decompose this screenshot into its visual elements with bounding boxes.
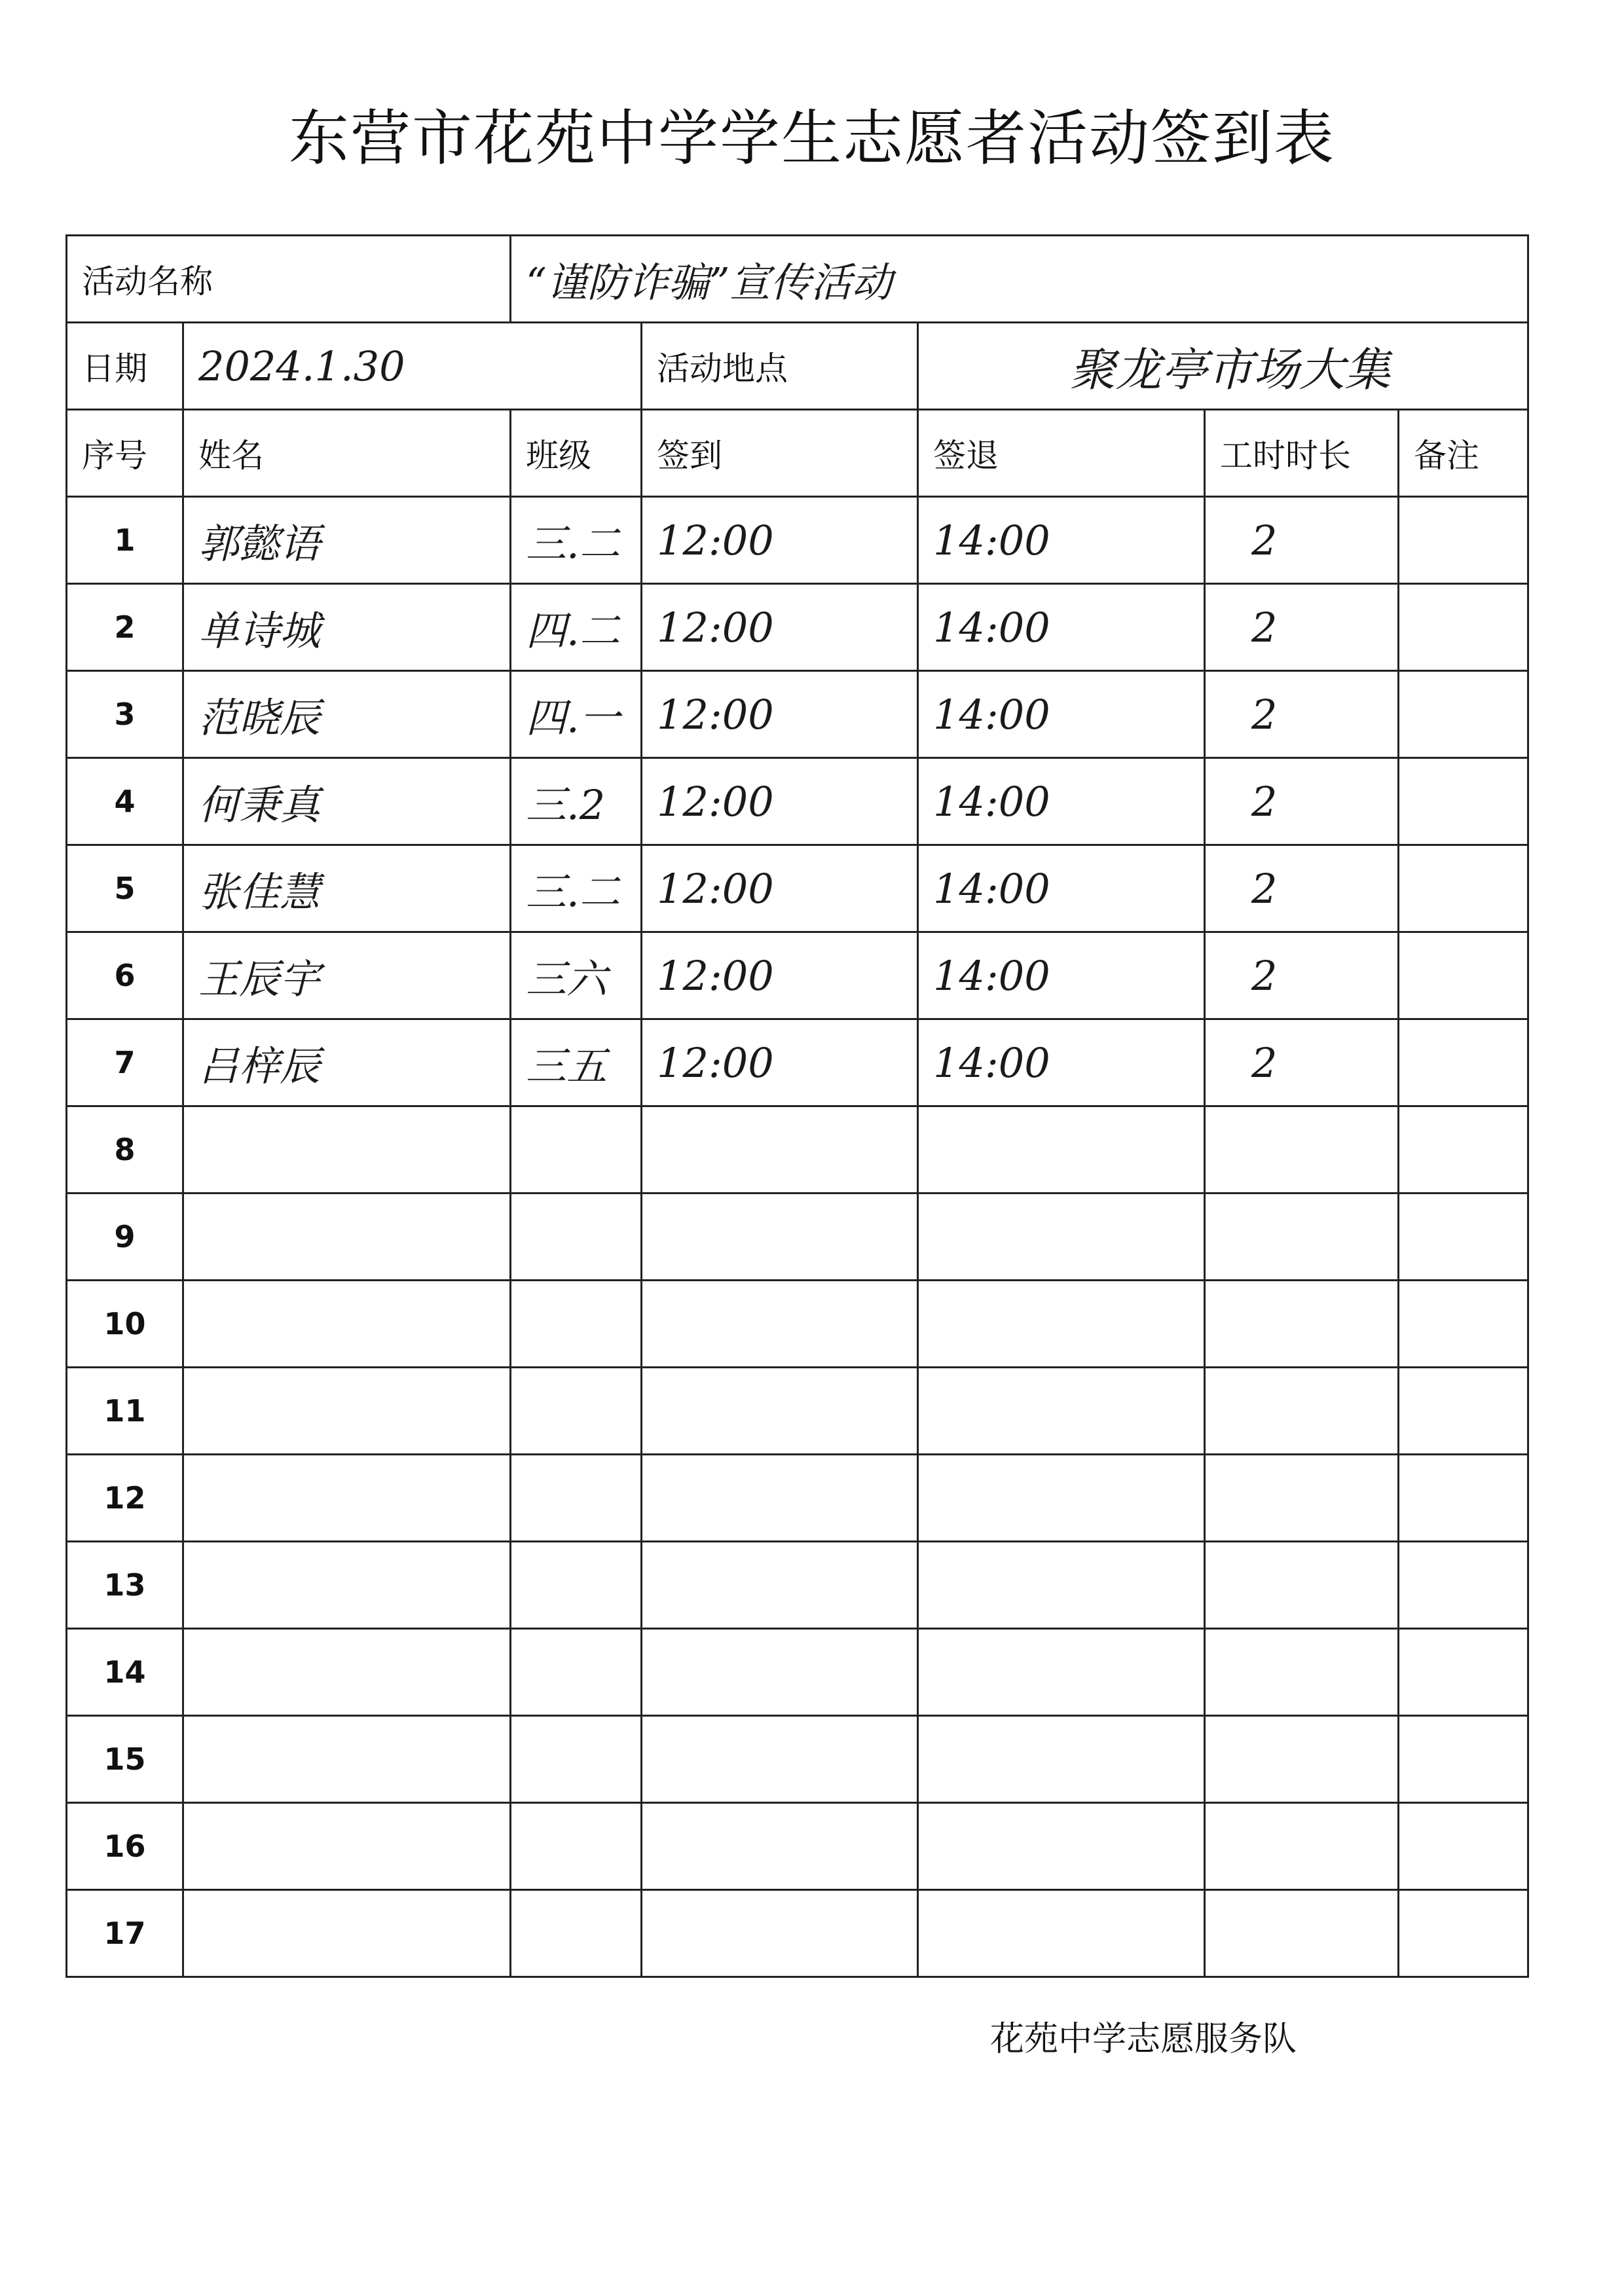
- class-cell: [511, 1629, 642, 1716]
- class-cell: [511, 1455, 642, 1542]
- note-cell: [1399, 584, 1528, 671]
- table-row: [67, 584, 1528, 671]
- row-number: 9: [67, 1194, 183, 1281]
- column-header: 备注: [1399, 410, 1528, 497]
- table-row: [67, 1716, 1528, 1803]
- student-name: [183, 1542, 511, 1629]
- hours-cell: 2: [1205, 845, 1399, 932]
- student-name: [183, 1716, 511, 1803]
- table-row: [67, 758, 1528, 845]
- column-header: 序号: [67, 410, 183, 497]
- student-name: [183, 1194, 511, 1281]
- sign-in-time: 12:00: [642, 497, 918, 584]
- activity-name-value: “谨防诈骗”宣传活动: [511, 236, 1528, 323]
- row-number: 7: [67, 1019, 183, 1106]
- location-value: 聚龙亭市场大集: [918, 323, 1528, 410]
- row-number: 2: [67, 584, 183, 671]
- column-header: 姓名: [183, 410, 511, 497]
- note-cell: [1399, 932, 1528, 1019]
- hours-cell: [1205, 1542, 1399, 1629]
- footer-signature: 花苑中学志愿服务队: [990, 2020, 1297, 2059]
- sign-out-time: [918, 1106, 1205, 1194]
- sign-out-time: 14:00: [918, 845, 1205, 932]
- sign-out-time: 14:00: [918, 671, 1205, 758]
- hours-cell: [1205, 1803, 1399, 1890]
- student-name: 张佳慧: [183, 845, 511, 932]
- student-name: [183, 1281, 511, 1368]
- table-row: [67, 1890, 1528, 1977]
- row-number: 12: [67, 1455, 183, 1542]
- class-cell: [511, 1890, 642, 1977]
- class-cell: 四.二: [511, 584, 642, 671]
- column-header: 班级: [511, 410, 642, 497]
- student-name: [183, 1106, 511, 1194]
- row-number: 5: [67, 845, 183, 932]
- sign-out-time: 14:00: [918, 758, 1205, 845]
- student-name: [183, 1629, 511, 1716]
- class-cell: 三.二: [511, 497, 642, 584]
- class-cell: 三五: [511, 1019, 642, 1106]
- table-row: [67, 1368, 1528, 1455]
- row-number: 10: [67, 1281, 183, 1368]
- note-cell: [1399, 1019, 1528, 1106]
- note-cell: [1399, 1629, 1528, 1716]
- row-number: 4: [67, 758, 183, 845]
- class-cell: 三.2: [511, 758, 642, 845]
- table-row: [67, 845, 1528, 932]
- note-cell: [1399, 1106, 1528, 1194]
- student-name: 范晓辰: [183, 671, 511, 758]
- table-row: [67, 1281, 1528, 1368]
- sign-in-time: 12:00: [642, 1019, 918, 1106]
- student-name: [183, 1368, 511, 1455]
- sign-in-time: [642, 1542, 918, 1629]
- note-cell: [1399, 1542, 1528, 1629]
- sign-out-time: [918, 1716, 1205, 1803]
- class-cell: [511, 1716, 642, 1803]
- sign-out-time: 14:00: [918, 584, 1205, 671]
- hours-cell: [1205, 1368, 1399, 1455]
- row-number: 6: [67, 932, 183, 1019]
- table-row: [67, 932, 1528, 1019]
- sign-in-time: [642, 1281, 918, 1368]
- column-header: 签到: [642, 410, 918, 497]
- sign-in-time: 12:00: [642, 932, 918, 1019]
- sign-in-time: [642, 1803, 918, 1890]
- class-cell: 三六: [511, 932, 642, 1019]
- student-name: 郭懿语: [183, 497, 511, 584]
- table-row: [67, 1455, 1528, 1542]
- row-number: 15: [67, 1716, 183, 1803]
- note-cell: [1399, 671, 1528, 758]
- note-cell: [1399, 758, 1528, 845]
- table-row: [67, 1106, 1528, 1194]
- table-row: [67, 1194, 1528, 1281]
- hours-cell: [1205, 1194, 1399, 1281]
- column-header: 签退: [918, 410, 1205, 497]
- column-header: 工时时长: [1205, 410, 1399, 497]
- sign-in-table: [65, 234, 1529, 1978]
- hours-cell: 2: [1205, 932, 1399, 1019]
- activity-name-label: 活动名称: [67, 236, 511, 323]
- sign-out-time: [918, 1281, 1205, 1368]
- class-cell: [511, 1281, 642, 1368]
- row-number: 11: [67, 1368, 183, 1455]
- class-cell: [511, 1368, 642, 1455]
- sign-in-time: [642, 1890, 918, 1977]
- sign-in-time: 12:00: [642, 584, 918, 671]
- hours-cell: 2: [1205, 497, 1399, 584]
- sign-out-time: [918, 1368, 1205, 1455]
- class-cell: 三.二: [511, 845, 642, 932]
- student-name: 王辰宇: [183, 932, 511, 1019]
- class-cell: [511, 1194, 642, 1281]
- hours-cell: [1205, 1455, 1399, 1542]
- row-number: 3: [67, 671, 183, 758]
- sign-in-time: [642, 1716, 918, 1803]
- date-location-row: [67, 323, 1528, 410]
- student-name: 吕梓辰: [183, 1019, 511, 1106]
- sign-out-time: 14:00: [918, 497, 1205, 584]
- student-name: 单诗城: [183, 584, 511, 671]
- row-number: 13: [67, 1542, 183, 1629]
- sign-out-time: [918, 1890, 1205, 1977]
- class-cell: [511, 1803, 642, 1890]
- sign-in-time: [642, 1106, 918, 1194]
- sign-in-time: [642, 1194, 918, 1281]
- row-number: 17: [67, 1890, 183, 1977]
- sign-out-time: [918, 1803, 1205, 1890]
- note-cell: [1399, 1281, 1528, 1368]
- hours-cell: 2: [1205, 758, 1399, 845]
- note-cell: [1399, 845, 1528, 932]
- hours-cell: [1205, 1890, 1399, 1977]
- note-cell: [1399, 1194, 1528, 1281]
- student-name: 何秉真: [183, 758, 511, 845]
- column-header-row: [67, 410, 1528, 497]
- hours-cell: [1205, 1281, 1399, 1368]
- activity-name-row: [67, 236, 1528, 323]
- class-cell: [511, 1542, 642, 1629]
- hours-cell: 2: [1205, 671, 1399, 758]
- hours-cell: 2: [1205, 584, 1399, 671]
- sign-in-time: 12:00: [642, 758, 918, 845]
- table-row: [67, 671, 1528, 758]
- table-row: [67, 1019, 1528, 1106]
- sign-in-time: [642, 1368, 918, 1455]
- page-title: 东营市花苑中学学生志愿者活动签到表: [288, 103, 1335, 173]
- table-row: [67, 1629, 1528, 1716]
- note-cell: [1399, 1455, 1528, 1542]
- sign-in-time: 12:00: [642, 845, 918, 932]
- sign-out-time: 14:00: [918, 932, 1205, 1019]
- hours-cell: [1205, 1106, 1399, 1194]
- table-row: [67, 497, 1528, 584]
- sign-in-time: [642, 1455, 918, 1542]
- row-number: 1: [67, 497, 183, 584]
- table-row: [67, 1542, 1528, 1629]
- hours-cell: 2: [1205, 1019, 1399, 1106]
- note-cell: [1399, 1368, 1528, 1455]
- sign-out-time: [918, 1629, 1205, 1716]
- hours-cell: [1205, 1716, 1399, 1803]
- sign-out-time: [918, 1542, 1205, 1629]
- class-cell: 四.一: [511, 671, 642, 758]
- note-cell: [1399, 1716, 1528, 1803]
- sign-out-time: [918, 1455, 1205, 1542]
- sign-in-time: 12:00: [642, 671, 918, 758]
- note-cell: [1399, 1803, 1528, 1890]
- student-name: [183, 1890, 511, 1977]
- row-number: 16: [67, 1803, 183, 1890]
- note-cell: [1399, 1890, 1528, 1977]
- date-value: 2024.1.30: [183, 323, 642, 410]
- student-name: [183, 1803, 511, 1890]
- student-name: [183, 1455, 511, 1542]
- sign-out-time: [918, 1194, 1205, 1281]
- sign-out-time: 14:00: [918, 1019, 1205, 1106]
- location-label: 活动地点: [642, 323, 918, 410]
- table-row: [67, 1803, 1528, 1890]
- sign-in-time: [642, 1629, 918, 1716]
- date-label: 日期: [67, 323, 183, 410]
- class-cell: [511, 1106, 642, 1194]
- row-number: 14: [67, 1629, 183, 1716]
- row-number: 8: [67, 1106, 183, 1194]
- note-cell: [1399, 497, 1528, 584]
- hours-cell: [1205, 1629, 1399, 1716]
